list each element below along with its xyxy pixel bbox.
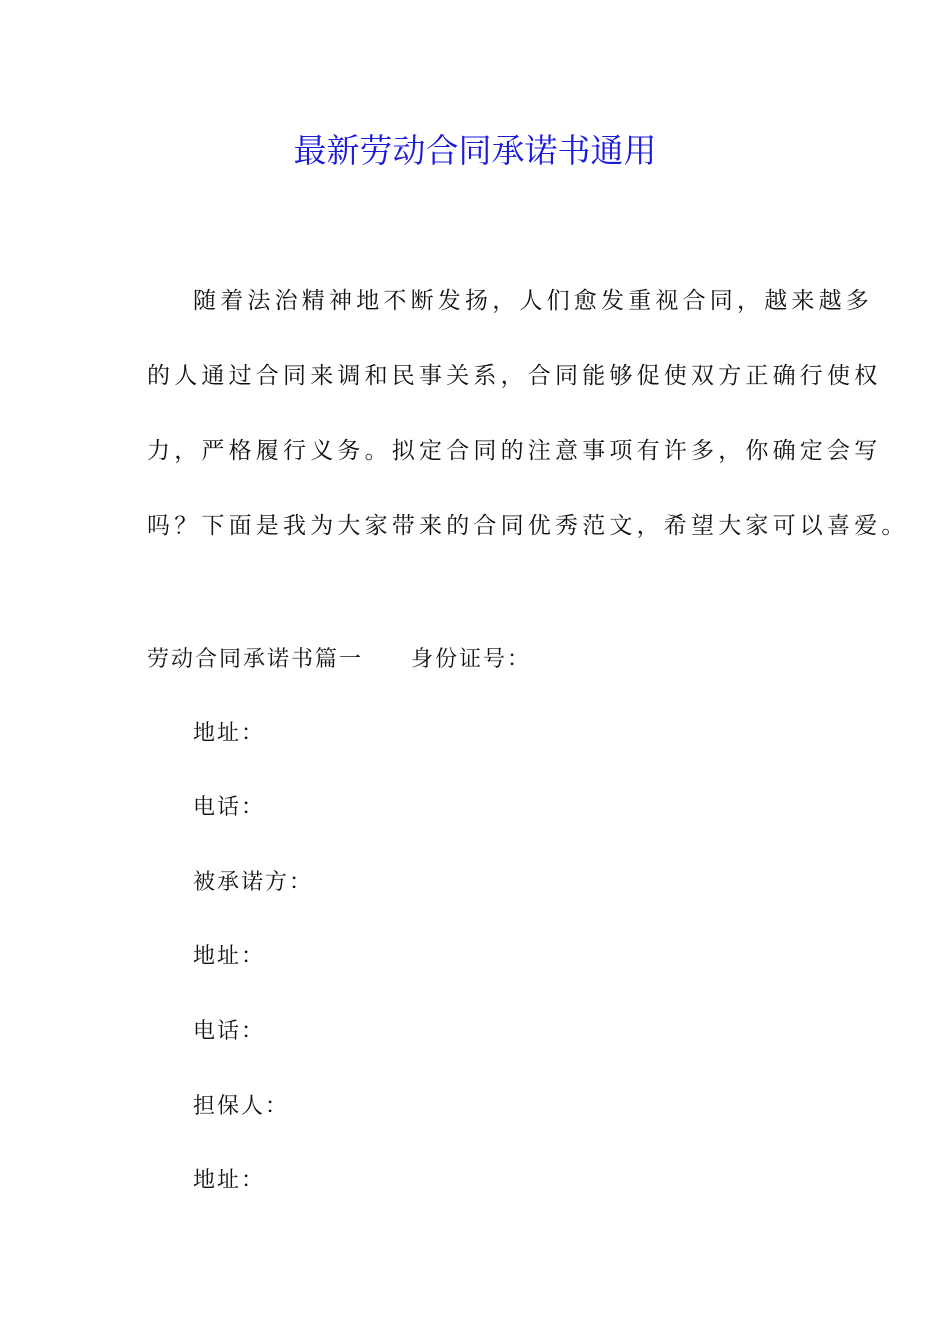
intro-line: 力，严格履行义务。拟定合同的注意事项有许多，你确定会写 xyxy=(147,438,882,464)
intro-line: 随着法治精神地不断发扬，人们愈发重视合同，越来越多 xyxy=(193,288,873,314)
section-heading: 劳动合同承诺书篇一 xyxy=(147,647,364,672)
intro-line: 的人通过合同来调和民事关系，合同能够促使双方正确行使权 xyxy=(147,363,882,389)
document-title: 最新劳动合同承诺书通用 xyxy=(293,131,657,170)
section-heading-row xyxy=(147,640,531,680)
promisee-field-label: 被承诺方： xyxy=(193,870,314,895)
intro-paragraph xyxy=(147,264,909,564)
address-field-label: 地址： xyxy=(193,944,266,969)
phone-field-label: 电话： xyxy=(193,1019,266,1044)
address-field-label: 地址： xyxy=(193,721,266,746)
phone-field-label: 电话： xyxy=(193,795,266,820)
id-number-label: 身份证号： xyxy=(411,647,532,672)
address-field-label: 地址： xyxy=(193,1168,266,1193)
intro-line: 吗？下面是我为大家带来的合同优秀范文，希望大家可以喜爱。 xyxy=(147,513,909,539)
guarantor-field-label: 担保人： xyxy=(193,1094,290,1119)
